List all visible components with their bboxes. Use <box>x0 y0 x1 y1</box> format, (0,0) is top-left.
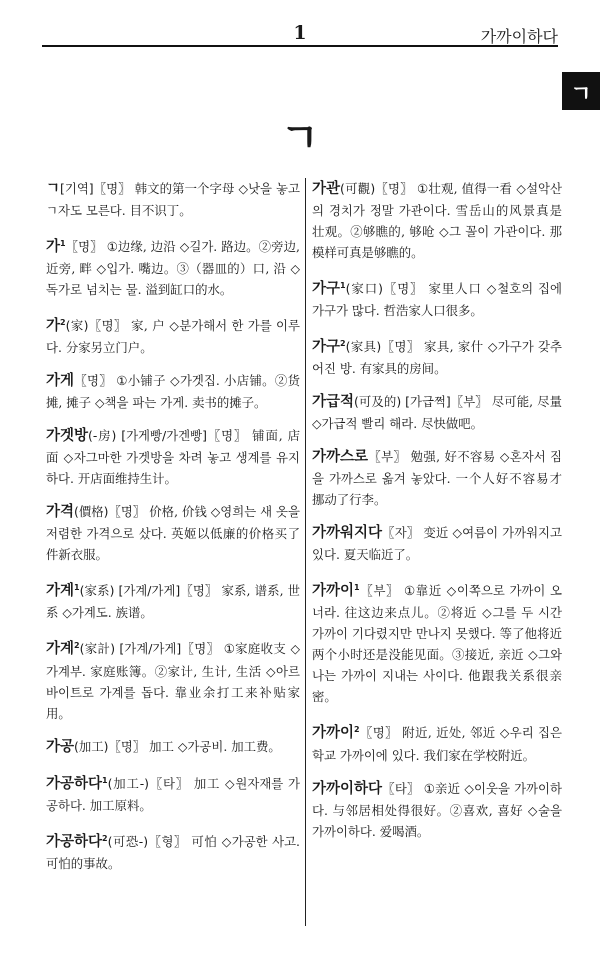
entry-headword: 가 <box>46 239 61 256</box>
running-head: 가까이하다 <box>480 27 558 46</box>
entry-headword: 가 <box>46 318 61 335</box>
entry-headword: 가까워지다 <box>312 525 383 542</box>
entry-grammar: (家系) [가계/가게]〖명〗 <box>79 583 218 599</box>
entry-grammar: 〖부〗 <box>359 583 400 599</box>
homograph-number: 2 <box>74 641 80 651</box>
entry-grammar: 〖부〗 <box>368 449 407 465</box>
dictionary-entry <box>312 522 562 565</box>
entry-grammar: [기역]〖명〗 <box>60 181 131 196</box>
homograph-number: 1 <box>102 775 108 785</box>
dictionary-entry <box>312 446 562 510</box>
entry-definition: 韩文的第一个字母 ◇낫을 놓고 ㄱ자도 모른다. 目不识丁。 <box>46 181 300 218</box>
dictionary-entry <box>46 770 300 816</box>
entry-definition: 铺面, 店面 ◇자그마한 가겟방을 차려 놓고 생계를 유지하다. 开店面维持生计。 <box>46 428 300 487</box>
entry-headword: 가구 <box>312 281 341 298</box>
section-heading: ㄱ <box>280 115 320 161</box>
dictionary-entry <box>46 501 300 565</box>
entry-headword: 가구 <box>312 339 341 356</box>
entry-grammar: (家計) [가계/가게]〖명〗 <box>79 641 220 657</box>
entry-headword: 가겟방 <box>46 428 89 445</box>
entry-definition: 尽可能, 尽量 ◇가급적 빨리 해라. 尽快做吧。 <box>312 394 562 432</box>
dictionary-entry <box>312 333 562 379</box>
dictionary-entry <box>46 425 300 489</box>
dictionary-entry <box>312 275 562 321</box>
homograph-number: 2 <box>102 833 108 843</box>
entry-headword: 가까이 <box>312 725 355 742</box>
dictionary-entry <box>46 370 300 413</box>
homograph-number: 2 <box>60 318 66 328</box>
entry-headword: 가까스로 <box>312 449 369 466</box>
entry-definition: 家系, 谱系, 世系 ◇가계도. 族谱。 <box>46 583 300 621</box>
right-column <box>312 178 562 854</box>
entry-definition: ①亲近 ◇이웃을 가까이하다. 与邻居相处得很好。②喜欢, 喜好 ◇술을 가까이하다. 爱喝酒。 <box>312 780 562 839</box>
entry-definition: ①小铺子 ◇가겟집. 小店铺。②货摊, 摊子 ◇책을 파는 가게. 卖书的摊子。 <box>46 373 300 411</box>
entry-definition: 价格, 价钱 ◇영희는 새 옷을 저렴한 가격으로 샀다. 英姬以低廉的价格买了件新衣服。 <box>46 504 300 563</box>
entry-headword: 가까이 <box>312 583 355 600</box>
dictionary-entry <box>312 391 562 434</box>
homograph-number: 1 <box>354 583 360 593</box>
entry-headword: 가게 <box>46 373 75 390</box>
entry-grammar: 〖자〗 <box>382 525 420 541</box>
homograph-number: 1 <box>74 583 80 593</box>
dictionary-entry <box>312 778 562 842</box>
dictionary-entry <box>46 635 300 723</box>
entry-headword: 가관 <box>312 181 341 197</box>
entry-definition: 家, 户 ◇분가해서 한 가를 이루다. 分家另立门户。 <box>46 318 300 356</box>
homograph-number: 2 <box>354 725 360 735</box>
entry-grammar: 〖타〗 <box>382 780 420 796</box>
dictionary-entry <box>46 828 300 874</box>
entry-grammar: 〖명〗 <box>65 239 103 255</box>
thumb-index-tab <box>562 72 600 110</box>
entry-grammar: (家口)〖명〗 <box>345 281 424 297</box>
entry-grammar: (加工-)〖타〗 <box>107 775 190 791</box>
entry-definition: 加工 ◇원자재를 가공하다. 加工原料。 <box>46 775 300 813</box>
entry-definition: 加工 ◇가공비. 加工费。 <box>149 738 281 754</box>
entry-grammar: (價格)〖명〗 <box>74 504 146 520</box>
entry-grammar: (-房) [가게빵/가겐빵]〖명〗 <box>88 428 248 444</box>
dictionary-entry <box>312 577 562 707</box>
entry-grammar: 〖명〗 <box>74 373 113 389</box>
entry-definition: ①边缘, 边沿 ◇길가. 路边。②旁边, 近旁, 畔 ◇입가. 嘴边。③（器皿的）口, 沿 ◇독가로 넘치는 물. 溢到缸口的水。 <box>46 239 300 298</box>
entry-grammar: (可及的) [가급쩍]〖부〗 <box>354 394 488 410</box>
dictionary-entry <box>46 178 300 221</box>
header-rule <box>42 45 558 47</box>
entry-headword: ㄱ <box>46 181 61 197</box>
entry-definition: ①家庭收支 ◇가계부. 家庭账簿。②家计, 生计, 生活 ◇아르바이트로 가계를 돕다. 靠业余打工来补贴家用。 <box>46 641 301 721</box>
entry-definition: 可怕 ◇가공한 사고. 可怕的事故。 <box>46 833 300 871</box>
entry-definition: 变近 ◇여름이 가까워지고 있다. 夏天临近了。 <box>312 525 562 563</box>
entry-headword: 가계 <box>46 583 75 600</box>
entry-headword: 가까이하다 <box>312 780 383 797</box>
dictionary-entry <box>46 577 300 623</box>
dictionary-entry <box>312 719 562 765</box>
column-divider <box>305 178 306 926</box>
entry-headword: 가공하다 <box>46 833 103 850</box>
dictionary-entry <box>46 233 300 300</box>
homograph-number: 1 <box>60 239 66 248</box>
entry-headword: 가공 <box>46 738 75 755</box>
entry-headword: 가급적 <box>312 394 355 411</box>
entry-grammar: (可觀)〖명〗 <box>340 181 413 196</box>
dictionary-entry <box>46 312 300 358</box>
dictionary-entry <box>312 178 562 263</box>
entry-definition: 家具, 家什 ◇가구가 갖추어진 방. 有家具的房间。 <box>312 339 562 377</box>
left-column <box>46 178 300 886</box>
entry-definition: 家里人口 ◇철호의 집에 가구가 많다. 哲浩家人口很多。 <box>312 281 562 319</box>
entry-headword: 가계 <box>46 641 75 658</box>
entry-definition: ①靠近 ◇이쪽으로 가까이 오너라. 往这边来点儿。②将近 ◇그를 두 시간 가까이 기다렸지만 만나지 못했다. 等了他将近两个小时还是没能见面。③接近, 亲近 ◇그와 나는 가까이 지내는 사이다. 他跟我关系很亲密。 <box>312 583 562 705</box>
entry-grammar: (家)〖명〗 <box>65 318 127 334</box>
entry-definition: 附近, 近处, 邻近 ◇우리 집은 학교 가까이에 있다. 我们家在学校附近。 <box>312 725 562 763</box>
entry-grammar: (家具)〖명〗 <box>345 339 420 355</box>
entry-grammar: (可恐-)〖형〗 <box>107 833 187 849</box>
entry-grammar: (加工)〖명〗 <box>74 738 146 754</box>
thumb-index-glyph: ㄱ <box>570 82 592 107</box>
entry-headword: 가공하다 <box>46 775 103 792</box>
homograph-number: 1 <box>340 281 346 290</box>
entry-grammar: 〖명〗 <box>359 725 398 741</box>
homograph-number: 2 <box>340 339 346 349</box>
page-number: 1 <box>293 22 307 44</box>
dictionary-entry <box>46 736 300 758</box>
entry-definition: ①壮观, 值得一看 ◇설악산의 경치가 정말 가관이다. 雪岳山的风景真是壮观。②够瞧的, 够呛 ◇그 꼴이 가관이다. 那模样可真是够瞧的。 <box>312 181 562 260</box>
entry-headword: 가격 <box>46 504 75 521</box>
entry-definition: 勉强, 好不容易 ◇혼자서 짐을 가까스로 옮겨 놓았다. 一个人好不容易才挪动了行李。 <box>312 449 562 508</box>
page-header <box>42 18 558 46</box>
